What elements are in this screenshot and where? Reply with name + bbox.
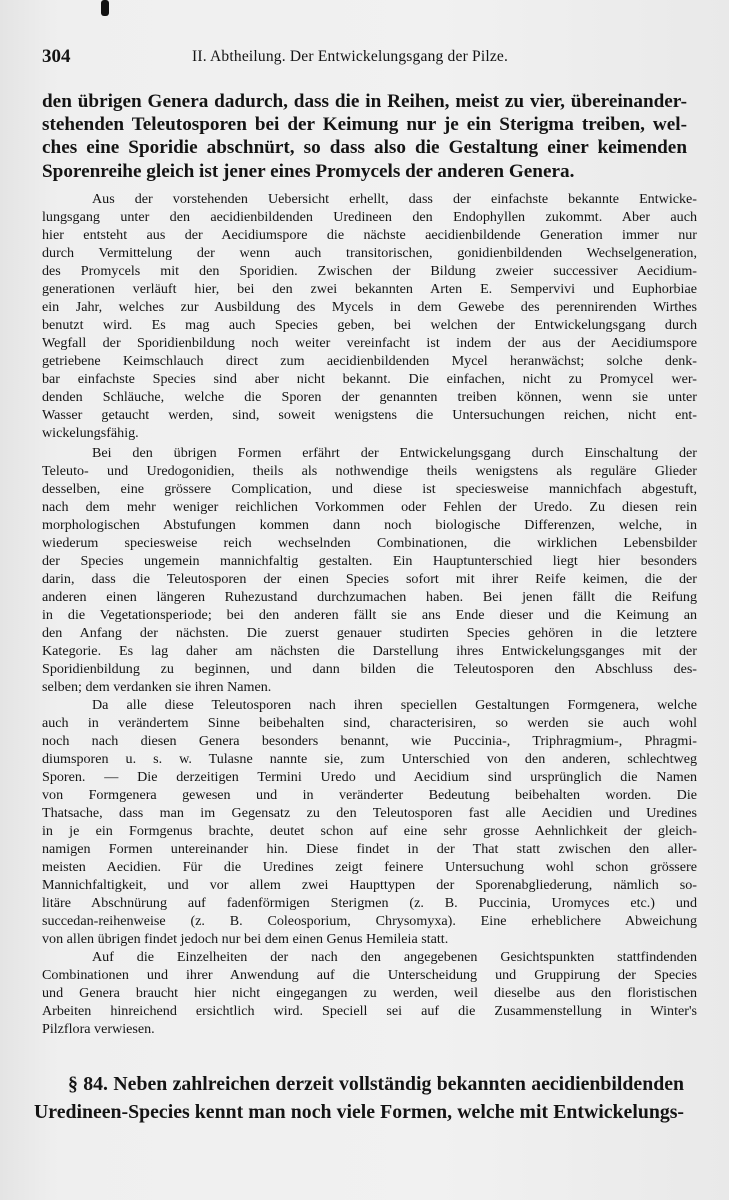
text-line: getriebene Keimschlauch direct zum aecidienbildenden Mycel heranwächst; solche denk- bbox=[42, 353, 697, 369]
text-line: anderen einen längeren Ruhezustand durchzumachen haben. Bei jenen fällt die Reifung bbox=[42, 589, 697, 605]
text-line: des Promycels mit den Sporidien. Zwischen der Bildung zweier successiver Aecidium- bbox=[42, 263, 697, 279]
text-line: Combinationen und ihrer Anwendung auf die Unterscheidung und Gruppirung der Species bbox=[42, 967, 697, 983]
text-line: der Species ungemein mannichfaltig gestalten. Ein Hauptunterschied liegt hier besonders bbox=[42, 553, 697, 569]
text-line: von allen übrigen findet jedoch nur bei dem einen Genus Hemileia statt. bbox=[42, 931, 449, 947]
text-line: von Formgenera gewesen und in veränderter Bedeutung beibehalten worden. Die bbox=[42, 787, 697, 803]
text-line: denden Schläuche, welche die Sporen der genannten treiben können, wenn sie unter bbox=[42, 389, 697, 405]
text-line: namigen Formen untereinander hin. Diese findet in der That statt zwischen den aller- bbox=[42, 841, 697, 857]
text-line: benutzt wird. Es mag auch Species geben, bei welchen der Entwickelungsgang durch bbox=[42, 317, 697, 333]
text-line: wickelungsfähig. bbox=[42, 425, 139, 441]
text-line: hier entsteht aus der Aecidiumspore die nächste aecidienbildende Generation immer nur bbox=[42, 227, 697, 243]
opening-paragraph bbox=[42, 90, 687, 183]
text-line: durch Vermittelung der wenn auch transitorischen, gonidienbildenden Wechselgeneration, bbox=[42, 245, 697, 261]
text-line: Sporen. — Die derzeitigen Termini Uredo und Aecidium sind ursprünglich die Namen bbox=[42, 769, 697, 785]
text-line: wiederum speciesweise reich wechselnden Combinationen, die wirklichen Lebensbilder bbox=[42, 535, 697, 551]
running-head: II. Abtheilung. Der Entwickelungsgang der Pilze. bbox=[192, 48, 509, 65]
text-line: selben; dem verdanken sie ihren Namen. bbox=[42, 679, 272, 695]
text-line: Kategorie. Es lag daher am nächsten die Darstellung ihres Entwickelungsganges mit der bbox=[42, 643, 697, 659]
text-line: in je ein Formgenus brachte, deutet schon auf eine sehr grosse Aehnlichkeit der gleich- bbox=[42, 823, 697, 839]
text-line: desselben, eine grössere Complication, und diese ist speciesweise mannichfach abgestuft, bbox=[42, 481, 697, 497]
text-line: Teleuto- und Uredogonidien, theils als nothwendige theils wenigstens als reguläre Glieder bbox=[42, 463, 697, 479]
text-line: lungsgang unter den aecidienbildenden Uredineen den Endophyllen zukommt. Aber auch bbox=[42, 209, 697, 225]
text-line: Bei den übrigen Formen erfährt der Entwickelungsgang durch Einschaltung der bbox=[92, 445, 697, 461]
text-line: Mannichfaltigkeit, und vor allem zwei Haupttypen der Sporenabgliederung, nämlich so- bbox=[42, 877, 697, 893]
text-line: Aus der vorstehenden Uebersicht erhellt, dass der einfachste bekannte Entwicke- bbox=[92, 191, 697, 207]
text-line: bar einfachste Species sind aber nicht bekannt. Die einfachen, nicht zu Promycel wer- bbox=[42, 371, 697, 387]
ink-blot bbox=[101, 0, 109, 16]
text-line: Thatsache, dass man im Gegensatz zu den Teleutosporen fast alle Aecidien und Uredines bbox=[42, 805, 697, 821]
text-line: den Anfang der nächsten. Die zuerst genauer studirten Species gehören in die letztere bbox=[42, 625, 697, 641]
text-line: Wegfall der Sporidienbildung noch weiter vereinfacht ist indem der aus der Aecidiumspore bbox=[42, 335, 697, 351]
text-line: morphologischen Abstufungen kommen dann noch biologische Differenzen, welche, in bbox=[42, 517, 697, 533]
text-line: in die Vegetationsperiode; bei den anderen fällt sie ans Ende dieser und die Keimung an bbox=[42, 607, 697, 623]
text-line: Sporidienbildung zu beginnen, und dann bilden die Teleutosporen den Abschluss des- bbox=[42, 661, 697, 677]
text-line: und Genera braucht hier nicht eingegangen zu werden, weil dieselbe aus den floristischen bbox=[42, 985, 697, 1001]
text-line: litäre Abschnürung auf fadenförmigen Sterigmen (z. B. Puccinia, Uromyces etc.) und bbox=[42, 895, 697, 911]
section-84-heading-paragraph bbox=[34, 1070, 684, 1126]
text-line: meisten Aecidien. Für die Uredines zeigt feinere Untersuchung wohl schon grössere bbox=[42, 859, 697, 875]
text-line: auch in verändertem Sinne beibehalten sind, characterisiren, so werden sie auch wohl bbox=[42, 715, 697, 731]
text-line: stehenden Teleutosporen bei der Keimung nur je ein Sterigma treiben, wel- bbox=[42, 114, 687, 136]
text-line: ches eine Sporidie abschnürt, so dass also die Gestaltung einer keimenden bbox=[42, 137, 687, 159]
text-line: Sporenreihe gleich ist jener eines Promycels der anderen Genera. bbox=[42, 160, 575, 182]
text-line: diumsporen u. s. w. Tulasne nannte sie, zum Unterschied von den anderen, schlechtweg bbox=[42, 751, 697, 767]
text-line: § 84. Neben zahlreichen derzeit vollständig bekannten aecidienbildenden bbox=[68, 1073, 684, 1095]
text-line: Pilzflora verwiesen. bbox=[42, 1021, 155, 1037]
text-line: Uredineen-Species kennt man noch viele Formen, welche mit Entwickelungs- bbox=[34, 1101, 684, 1123]
text-line: generationen verläuft hier, bei den zwei bekannten Arten E. Sempervivi und Euphorbiae bbox=[42, 281, 697, 297]
text-line: nach dem mehr weniger reichlichen Vorkommen oder Fehlen der Uredo. Zu diesen rein bbox=[42, 499, 697, 515]
text-line: Arbeiten hinreichend ersichtlich wird. Speciell sei auf die Zusammenstellung in Winter's bbox=[42, 1003, 697, 1019]
text-line: darin, dass die Teleutosporen der einen Species sofort mit ihrer Reife keimen, die der bbox=[42, 571, 697, 587]
small-paragraph-2 bbox=[42, 444, 697, 696]
text-line: ein Jahr, welches zur Ausbildung des Mycels in dem Gewebe des perennirenden Wirthes bbox=[42, 299, 697, 315]
text-line: Wasser getaucht werden, sind, soweit wenigstens die Untersuchungen reichen, nicht ent- bbox=[42, 407, 697, 423]
text-line: noch nach diesen Genera besonders benannt, wie Puccinia-, Triphragmium-, Phragmi- bbox=[42, 733, 697, 749]
small-paragraph-1 bbox=[42, 190, 697, 442]
small-paragraph-4 bbox=[42, 948, 697, 1038]
small-paragraph-3 bbox=[42, 696, 697, 948]
text-line: Auf die Einzelheiten der nach den angegebenen Gesichtspunkten stattfindenden bbox=[92, 949, 697, 965]
page-number: 304 bbox=[42, 46, 71, 67]
page-header bbox=[42, 46, 682, 70]
text-line: Da alle diese Teleutosporen nach ihren speciellen Gestaltungen Formgenera, welche bbox=[92, 697, 697, 713]
text-line: succedan-reihenweise (z. B. Coleosporium, Chrysomyxa). Eine erheblichere Abweichung bbox=[42, 913, 697, 929]
text-line: den übrigen Genera dadurch, dass die in Reihen, meist zu vier, übereinander- bbox=[42, 91, 687, 112]
